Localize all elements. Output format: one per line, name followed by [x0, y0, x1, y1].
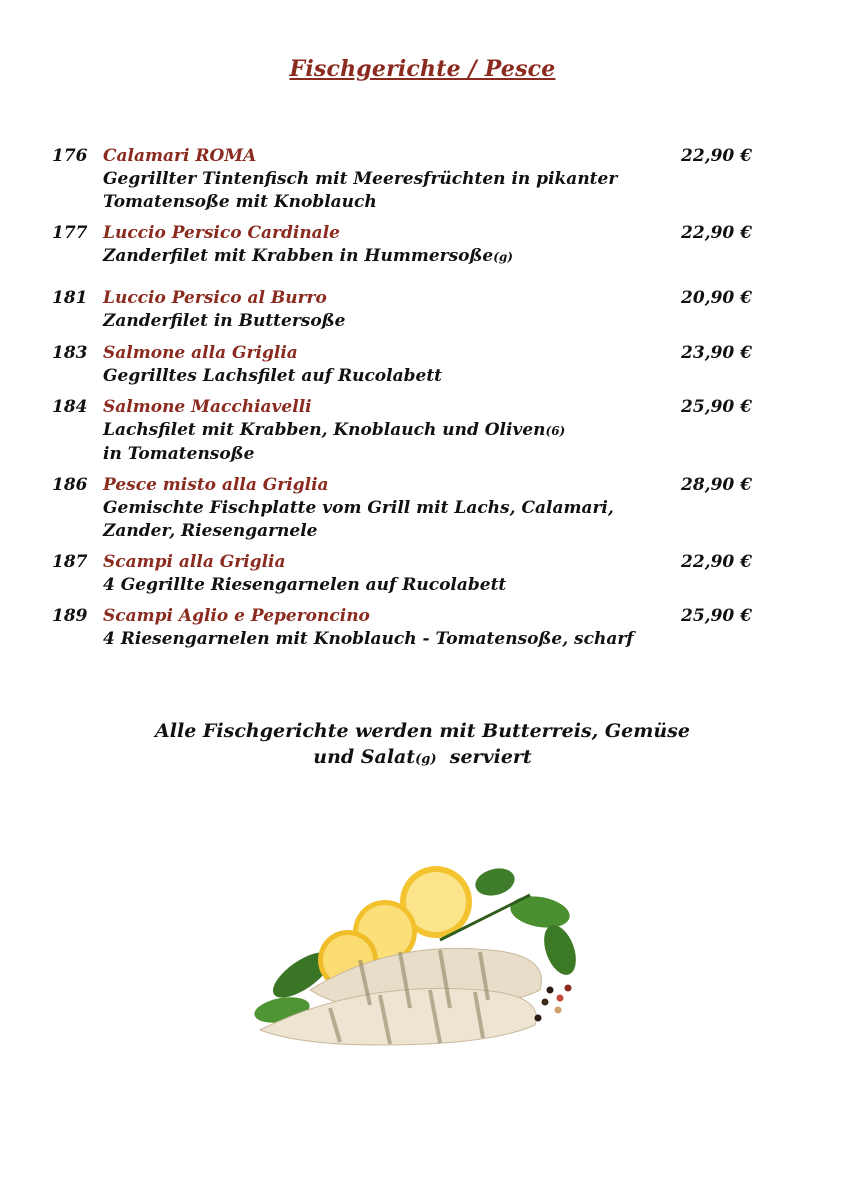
- menu-item: [52, 605, 752, 651]
- item-name: Pesce misto alla Griglia: [103, 475, 329, 495]
- item-price: 23,90 €: [681, 343, 752, 363]
- menu-item: [52, 342, 752, 388]
- fish-fillet-icon: [260, 988, 536, 1045]
- item-description: Zanderfilet in Buttersoße: [103, 311, 346, 331]
- item-description: Gegrilltes Lachsfilet auf Rucolabett: [103, 366, 443, 386]
- item-number: 181: [52, 288, 88, 308]
- item-name: Scampi Aglio e Peperoncino: [103, 606, 370, 626]
- item-description: 4 Riesengarnelen mit Knoblauch - Tomatensoße, scharf: [103, 629, 634, 649]
- basil-leaf-icon: [538, 921, 582, 979]
- menu-item: [52, 222, 752, 269]
- item-name: Calamari ROMA: [103, 146, 257, 166]
- serving-note-text-end: serviert: [436, 746, 532, 768]
- item-description-text: Lachsfilet mit Krabben, Knoblauch und Oliven: [103, 420, 546, 440]
- item-price: 28,90 €: [681, 475, 752, 495]
- serving-note-text: und Salat: [313, 746, 416, 768]
- allergen-note: (g): [415, 752, 437, 767]
- item-price: 25,90 €: [681, 397, 752, 417]
- item-description: [103, 419, 752, 443]
- item-description: Gemischte Fischplatte vom Grill mit Lachs, Calamari, Zander, Riesengarnele: [103, 498, 614, 541]
- item-name: Luccio Persico al Burro: [103, 288, 327, 308]
- item-price: 20,90 €: [681, 288, 752, 308]
- item-number: 186: [52, 475, 88, 495]
- item-number: 189: [52, 606, 88, 626]
- item-number: 177: [52, 223, 88, 243]
- fish-fillet-image: [240, 860, 600, 1060]
- menu-item: [52, 551, 752, 597]
- item-number: 187: [52, 552, 88, 572]
- item-description: [103, 245, 752, 269]
- item-name: Scampi alla Griglia: [103, 552, 286, 572]
- basil-leaf-icon: [472, 864, 517, 899]
- menu-item: [52, 145, 752, 214]
- item-description-text: Zanderfilet mit Krabben in Hummersoße: [103, 246, 494, 266]
- menu-item: [52, 287, 752, 333]
- item-name: Salmone alla Griglia: [103, 343, 298, 363]
- item-number: 176: [52, 146, 88, 166]
- serving-note-line1: Alle Fischgerichte werden mit Butterreis, Gemüse: [155, 720, 690, 742]
- menu-item: [52, 396, 752, 466]
- serving-note: [0, 718, 845, 773]
- menu-item: [52, 474, 752, 543]
- item-price: 22,90 €: [681, 223, 752, 243]
- item-price: 22,90 €: [681, 552, 752, 572]
- serving-note-line2: [0, 744, 845, 773]
- page-title: Fischgerichte / Pesce: [289, 56, 556, 82]
- item-number: 184: [52, 397, 88, 417]
- item-description: Gegrillter Tintenfisch mit Meeresfrüchten in pikanter Tomatensoße mit Knoblauch: [103, 169, 618, 212]
- allergen-note: (6): [545, 424, 566, 438]
- item-description: 4 Gegrillte Riesengarnelen auf Rucolabett: [103, 575, 507, 595]
- allergen-note: (g): [493, 250, 513, 264]
- item-price: 22,90 €: [681, 146, 752, 166]
- item-number: 183: [52, 343, 88, 363]
- basil-leaf-icon: [508, 892, 572, 932]
- item-price: 25,90 €: [681, 606, 752, 626]
- item-description-continued: in Tomatensoße: [103, 444, 255, 464]
- item-name: Luccio Persico Cardinale: [103, 223, 340, 243]
- item-name: Salmone Macchiavelli: [103, 397, 312, 417]
